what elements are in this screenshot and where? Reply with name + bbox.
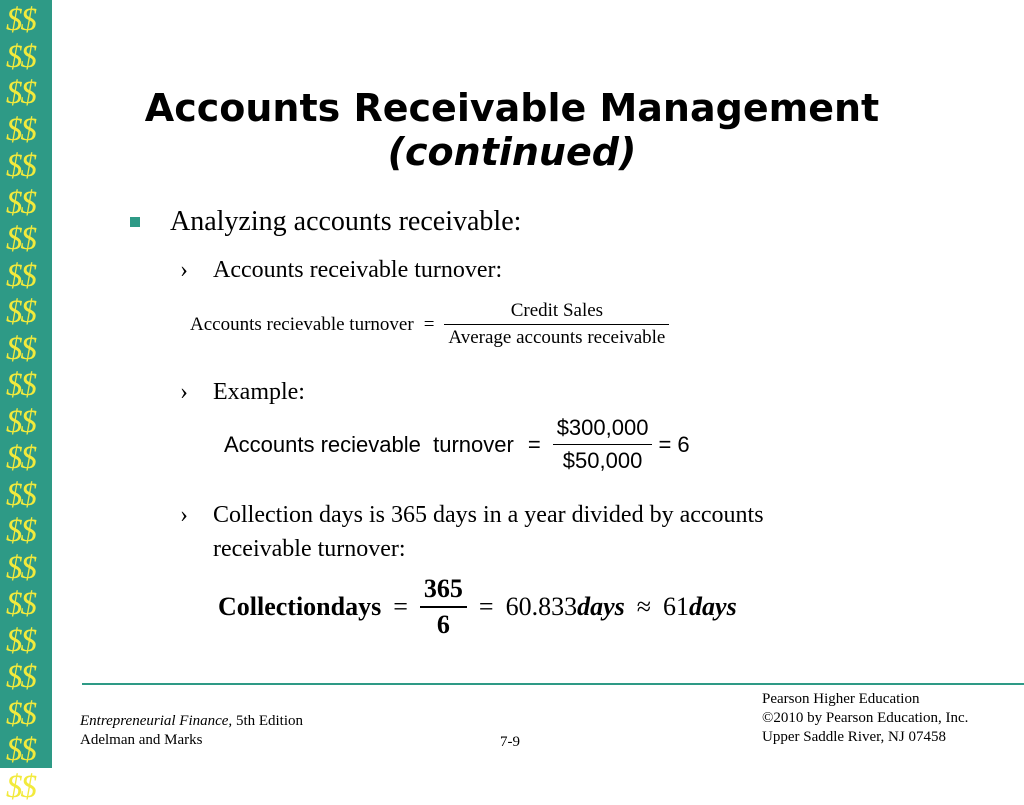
- sub-item-text: Accounts receivable turnover:: [213, 257, 503, 283]
- footer-divider: [82, 683, 1024, 685]
- fraction: [420, 572, 467, 642]
- fraction: [553, 412, 653, 477]
- dollar-sign-icon: $$: [6, 38, 35, 75]
- dollar-sign-icon: $$: [6, 659, 35, 695]
- dollar-sign-icon: $$: [6, 768, 35, 805]
- formula-collection-days: [218, 572, 737, 642]
- dollar-sign-icon: $$: [6, 2, 35, 38]
- dollar-pattern-sidebar: [0, 0, 52, 805]
- dollar-sign-icon: $$: [6, 440, 35, 476]
- page-number: 7-9: [500, 734, 520, 750]
- dollar-sign-icon: $$: [6, 622, 35, 659]
- dollar-sign-icon: $$: [6, 75, 35, 111]
- dollar-sign-icon: $$: [6, 111, 35, 148]
- dollar-sign-icon: $$: [6, 148, 35, 184]
- fraction: [444, 298, 669, 351]
- dollar-sign-icon: $$: [6, 732, 35, 768]
- slide-title: [60, 86, 964, 174]
- publisher-line-1: Pearson Higher Education: [762, 691, 920, 707]
- book-edition: 5th Edition: [232, 713, 304, 729]
- denominator: Average accounts receivable: [448, 327, 666, 348]
- sub-item-line-1: Collection days is 365 days in a year divided by accounts: [213, 502, 764, 528]
- unit-days-2: days: [689, 592, 737, 621]
- dollar-sign-icon: $$: [6, 294, 35, 330]
- square-bullet-icon: [130, 217, 140, 227]
- dollar-sign-icon: $$: [6, 367, 35, 403]
- bullet-text: Analyzing accounts receivable:: [170, 206, 522, 237]
- dollar-sign-icon: $$: [6, 403, 35, 440]
- formula-lhs: Accounts recievable turnover: [190, 313, 414, 335]
- publisher-line-3: Upper Saddle River, NJ 07458: [762, 729, 946, 745]
- formula-lhs: Accounts recievable turnover: [224, 431, 514, 457]
- dollar-sign-icon: $$: [6, 184, 35, 221]
- dollar-sign-icon: $$: [6, 257, 35, 294]
- numerator: 365: [423, 574, 463, 603]
- numerator: $300,000: [556, 415, 649, 440]
- sub-item-text: [213, 498, 764, 566]
- dollar-sign-icon: $$: [6, 221, 35, 257]
- equals-sign-2: =: [658, 431, 672, 457]
- formula-lhs: Collectiondays: [218, 592, 382, 621]
- equals-sign-2: =: [478, 592, 494, 621]
- chevron-right-icon: ›: [180, 502, 188, 528]
- dollar-sign-icon: $$: [6, 476, 35, 513]
- formula-turnover-example: [224, 412, 690, 477]
- sub-item-text: Example:: [213, 379, 305, 405]
- equals-sign: =: [423, 313, 435, 335]
- unit-days: days: [577, 592, 625, 621]
- title-line-2: (continued): [387, 130, 637, 174]
- equals-sign: =: [393, 592, 408, 621]
- numerator: Credit Sales: [510, 300, 604, 321]
- dollar-sign-icon: $$: [6, 695, 35, 732]
- authors: Adelman and Marks: [80, 732, 203, 748]
- rounded-value: 61: [663, 592, 690, 621]
- chevron-right-icon: ›: [180, 379, 188, 405]
- sub-item-line-2: receivable turnover:: [213, 536, 406, 562]
- value: 60.833: [505, 592, 578, 621]
- formula-turnover-definition: [190, 298, 669, 351]
- title-line-1: Accounts Receivable Management: [144, 86, 880, 130]
- dollar-sign-icon: $$: [6, 586, 35, 622]
- dollar-sign-icon: $$: [6, 513, 35, 549]
- dollar-sign-icon: $$: [6, 549, 35, 586]
- result: 6: [677, 431, 690, 457]
- dollar-sign-icon: $$: [6, 330, 35, 367]
- approx-sign: ≈: [636, 592, 652, 621]
- footer-left: [80, 712, 303, 750]
- footer-right: [762, 690, 968, 747]
- publisher-line-2: ©2010 by Pearson Education, Inc.: [762, 710, 969, 726]
- chevron-right-icon: ›: [180, 257, 188, 283]
- denominator: 6: [436, 610, 450, 639]
- book-title: Entrepreneurial Finance,: [80, 713, 233, 729]
- equals-sign: =: [527, 431, 541, 457]
- denominator: $50,000: [562, 448, 643, 473]
